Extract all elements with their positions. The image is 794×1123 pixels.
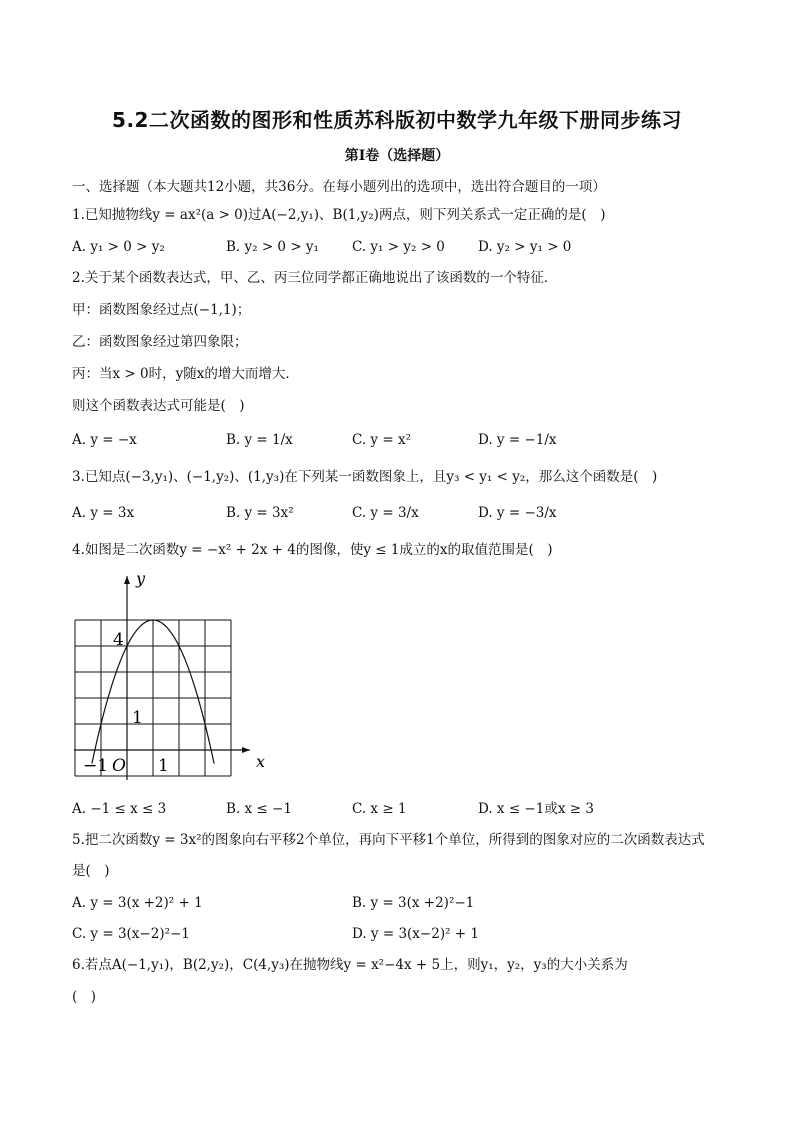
- question-3-stem: 3.已知点(−3,y₁)、(−1,y₂)、(1,y₃)在下列某一函数图象上，且y₃ < y₁ < y₂，那么这个函数是( ): [72, 469, 658, 485]
- question-2-line-bing: 丙：当x > 0时，y随x的增大而增大．: [72, 366, 299, 382]
- option-b: B. x ≤ −1: [226, 801, 292, 817]
- question-4-options: [72, 799, 632, 821]
- option-b: B. y = 3x²: [226, 505, 294, 521]
- option-d: D. y = −1/x: [478, 432, 557, 448]
- option-d: D. y = −3/x: [478, 505, 557, 521]
- y-axis-label: y: [136, 569, 146, 588]
- option-d: D. y₂ > y₁ > 0: [478, 239, 572, 255]
- option-c: C. y = 3(x−2)²−1: [72, 926, 190, 942]
- question-2-line-yi: 乙：函数图象经过第四象限；: [72, 334, 248, 350]
- option-c: C. y = x²: [352, 432, 411, 448]
- option-a: A. y = −x: [72, 432, 137, 448]
- question-5-options-row1: [72, 893, 632, 915]
- option-c: C. x ≥ 1: [352, 801, 407, 817]
- page-subtitle: 第I卷（选择题）: [344, 148, 450, 164]
- question-4-stem: 4.如图是二次函数y = −x² + 2x + 4的图像，使y ≤ 1成立的x的取值范围是( ): [72, 542, 553, 558]
- option-a: A. −1 ≤ x ≤ 3: [72, 801, 167, 817]
- question-1-stem: 1.已知抛物线y = ax²(a > 0)过A(−2,y₁)、B(1,y₂)两点，则下列关系式一定正确的是( ): [72, 207, 606, 223]
- question-2-prompt: 则这个函数表达式可能是( ): [72, 398, 245, 414]
- option-d: D. y = 3(x−2)² + 1: [352, 926, 479, 942]
- tick-label-y4: 4: [113, 630, 124, 650]
- page-title: 5.2二次函数的图形和性质苏科版初中数学九年级下册同步练习: [112, 108, 682, 132]
- tick-label-x-neg1: −1: [83, 756, 109, 776]
- question-2-options: [72, 430, 632, 452]
- origin-label: O: [112, 756, 126, 776]
- question-3-options: [72, 503, 632, 525]
- option-b: B. y = 1/x: [226, 432, 293, 448]
- option-b: B. y = 3(x +2)²−1: [352, 895, 475, 911]
- option-c: C. y₁ > y₂ > 0: [352, 239, 445, 255]
- question-5-options-row2: [72, 924, 632, 946]
- question-5-stem-cont: 是( ): [72, 863, 110, 879]
- option-d: D. x ≤ −1或x ≥ 3: [478, 801, 594, 817]
- x-axis: [74, 747, 250, 753]
- tick-label-y1: 1: [132, 708, 143, 728]
- option-a: A. y = 3(x +2)² + 1: [72, 895, 203, 911]
- x-axis-label: x: [256, 752, 266, 771]
- question-6-stem: 6.若点A(−1,y₁)，B(2,y₂)，C(4,y₃)在抛物线y = x²−4x + 5上，则y₁，y₂，y₃的大小关系为: [72, 957, 628, 973]
- option-c: C. y = 3/x: [352, 505, 419, 521]
- graph-grid: [75, 620, 231, 776]
- question-2-line-jia: 甲：函数图象经过点(−1,1)；: [72, 302, 251, 318]
- parabola-graph: [70, 568, 270, 784]
- section-heading: 一、选择题（本大题共12小题，共36分。在每小题列出的选项中，选出符合题目的一项）: [72, 179, 606, 195]
- question-6-stem-cont: ( ): [72, 989, 97, 1005]
- option-a: A. y = 3x: [72, 505, 135, 521]
- tick-label-x1: 1: [158, 756, 169, 776]
- option-a: A. y₁ > 0 > y₂: [72, 239, 165, 255]
- question-2-stem: 2.关于某个函数表达式，甲、乙、丙三位同学都正确地说出了该函数的一个特征．: [72, 270, 558, 286]
- option-b: B. y₂ > 0 > y₁: [226, 239, 319, 255]
- question-1-options: [72, 237, 632, 259]
- question-5-stem: 5.把二次函数y = 3x²的图象向右平移2个单位，再向下平移1个单位，所得到的图象对应的二次函数表达式: [72, 832, 705, 848]
